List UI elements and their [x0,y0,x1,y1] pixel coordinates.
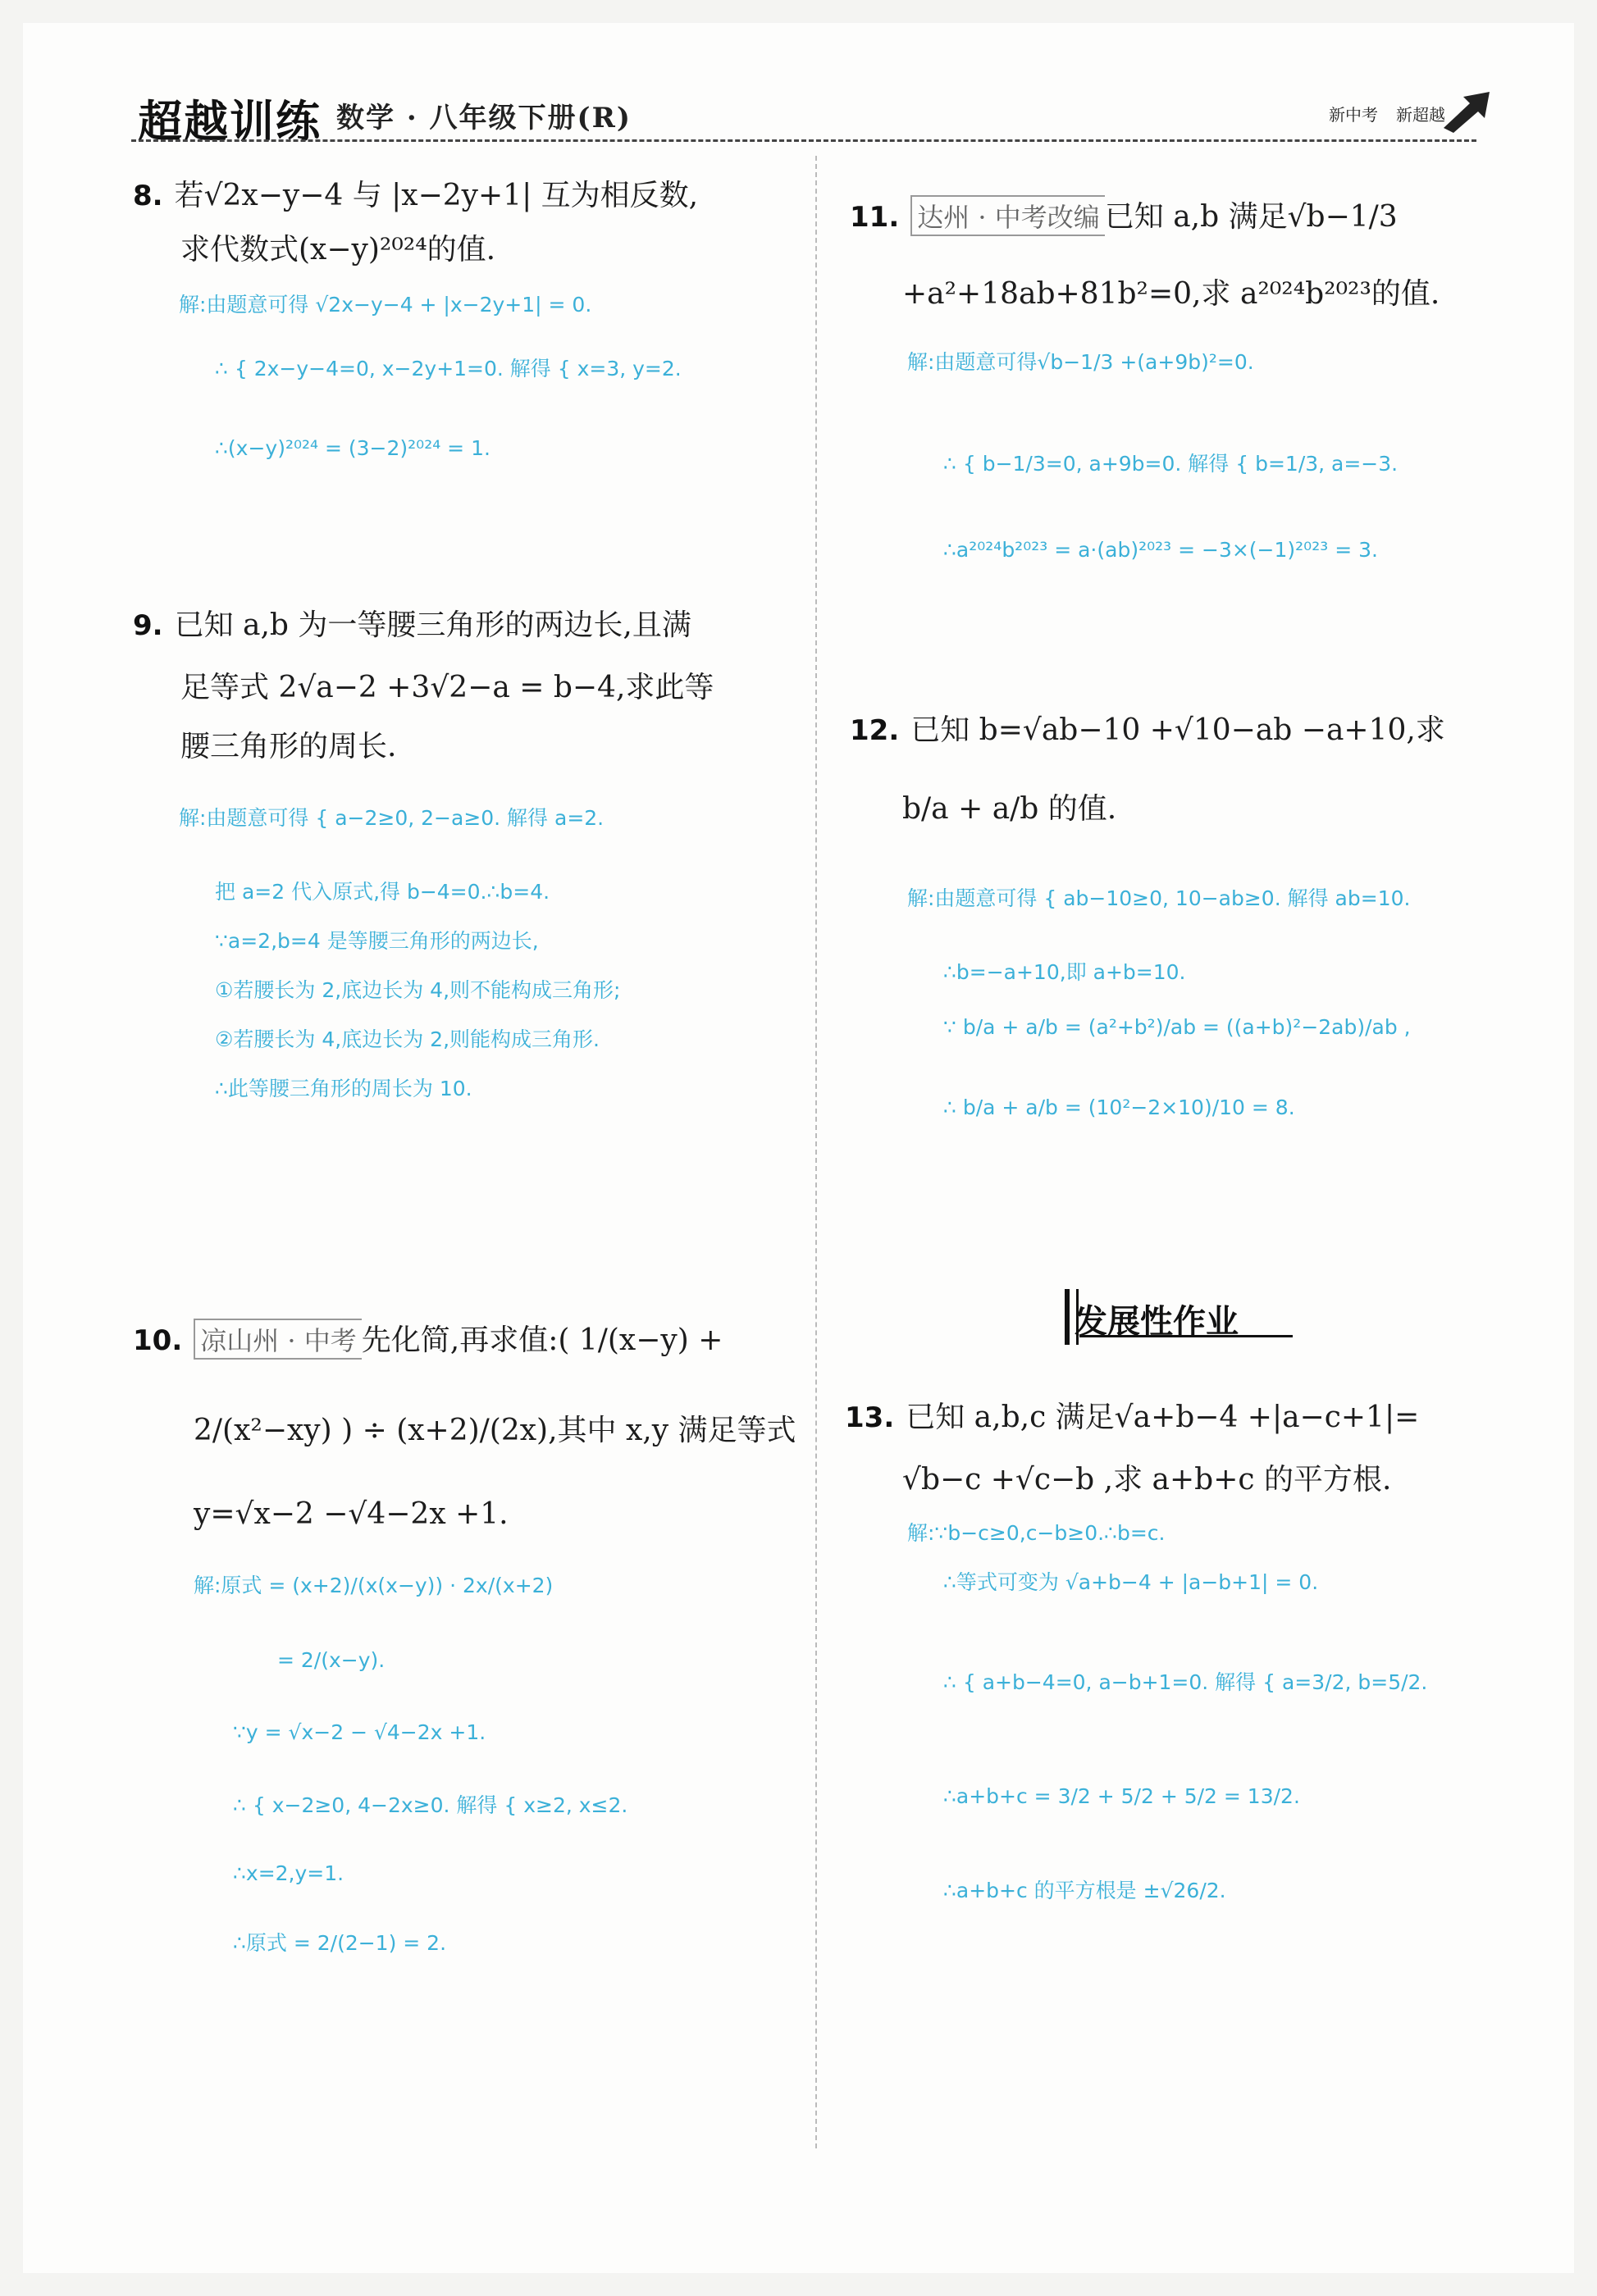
q13-answer-1: 解:∵b−c≥0,c−b≥0.∴b=c. [907,1521,1166,1545]
q11-text1: 已知 a,b 满足√b−1/3 [1104,200,1398,234]
q13-text1: 已知 a,b,c 满足√a+b−4 +|a−c+1|= [906,1401,1420,1434]
q13-line2: √b−c +√c−b ,求 a+b+c 的平方根. [902,1463,1392,1496]
brand-title: 超越训练 [138,96,322,148]
header-rule [131,139,1476,142]
q10-answer-1: 解:原式 = (x+2)/(x(x−y)) · 2x/(x+2) [194,1574,554,1597]
q11-line2: +a²+18ab+81b²=0,求 a²⁰²⁴b²⁰²³的值. [902,277,1440,311]
q13-answer-3: ∴ { a+b−4=0, a−b+1=0. 解得 { a=3/2, b=5/2. [943,1670,1428,1694]
q9-answer-5: ②若腰长为 4,底边长为 2,则能构成三角形. [215,1027,600,1051]
q9-number: 9. [133,609,163,642]
section-underline [1079,1335,1293,1337]
q10-answer-2: = 2/(x−y). [277,1648,386,1672]
q13-number: 13. [845,1401,895,1434]
q8-line1 [133,172,698,214]
q9-line3: 腰三角形的周长. [180,730,397,763]
q12-number: 12. [850,714,900,747]
q10-text1: 先化简,再求值:( 1/(x−y) + [361,1323,723,1357]
q10-answer-6: ∴原式 = 2/(2−1) = 2. [233,1931,447,1955]
q12-line2: b/a + a/b 的值. [902,792,1117,826]
q12-answer-4: ∴ b/a + a/b = (10²−2×10)/10 = 8. [943,1096,1295,1119]
q12-answer-3: ∵ b/a + a/b = (a²+b²)/ab = ((a+b)²−2ab)/ab , [943,1015,1411,1039]
q12-line1 [850,707,1445,749]
q10-source: 凉山州 · 中考 [194,1319,362,1360]
q9-answer-3: ∵a=2,b=4 是等腰三角形的两边长, [215,929,539,953]
q9-text1: 已知 a,b 为一等腰三角形的两边长,且满 [174,608,691,642]
q9-answer-4: ①若腰长为 2,底边长为 4,则不能构成三角形; [215,978,621,1002]
q10-answer-3: ∵y = √x−2 − √4−2x +1. [233,1720,486,1744]
q8-text1: 若√2x−y−4 与 |x−2y+1| 互为相反数, [174,179,699,212]
arrow-logo-icon [1442,89,1491,134]
q10-answer-5: ∴x=2,y=1. [233,1861,344,1885]
q9-line2: 足等式 2√a−2 +3√2−a = b−4,求此等 [180,671,714,704]
q8-answer-1: 解:由题意可得 √2x−y−4 + |x−2y+1| = 0. [179,293,592,317]
q10-line1 [133,1317,723,1360]
q9-line1 [133,602,691,644]
q12-answer-2: ∴b=−a+10,即 a+b=10. [943,960,1186,984]
q9-answer-2: 把 a=2 代入原式,得 b−4=0.∴b=4. [215,880,550,904]
q11-answer-3: ∴a²⁰²⁴b²⁰²³ = a·(ab)²⁰²³ = −3×(−1)²⁰²³ = 3. [943,538,1378,562]
tag-new-beyond: 新超越 [1396,105,1445,125]
q11-source: 达州 · 中考改编 [910,195,1105,236]
q8-answer-2: ∴ { 2x−y−4=0, x−2y+1=0. 解得 { x=3, y=2. [215,357,682,380]
q10-answer-4: ∴ { x−2≥0, 4−2x≥0. 解得 { x≥2, x≤2. [233,1793,628,1817]
column-divider [815,156,817,2148]
q12-text1: 已知 b=√ab−10 +√10−ab −a+10,求 [910,713,1445,747]
q8-answer-3: ∴(x−y)²⁰²⁴ = (3−2)²⁰²⁴ = 1. [215,436,491,460]
q9-answer-6: ∴此等腰三角形的周长为 10. [215,1077,472,1100]
q8-number: 8. [133,180,163,212]
q13-answer-4: ∴a+b+c = 3/2 + 5/2 + 5/2 = 13/2. [943,1784,1300,1808]
subject-title: 数学 · 八年级下册(R) [336,102,632,134]
q10-line3: y=√x−2 −√4−2x +1. [194,1497,509,1531]
q10-number: 10. [133,1324,183,1357]
q11-line1 [850,194,1398,236]
q9-answer-1: 解:由题意可得 { a−2≥0, 2−a≥0. 解得 a=2. [179,806,605,830]
q8-line2: 求代数式(x−y)²⁰²⁴的值. [180,233,496,266]
section-title: 发展性作业 [1075,1303,1239,1341]
q12-answer-1: 解:由题意可得 { ab−10≥0, 10−ab≥0. 解得 ab=10. [907,886,1411,910]
q13-answer-2: ∴等式可变为 √a+b−4 + |a−b+1| = 0. [943,1570,1319,1594]
q11-answer-1: 解:由题意可得√b−1/3 +(a+9b)²=0. [907,350,1254,374]
q11-answer-2: ∴ { b−1/3=0, a+9b=0. 解得 { b=1/3, a=−3. [943,452,1399,476]
tag-new-exam: 新中考 [1329,105,1378,125]
q13-answer-5: ∴a+b+c 的平方根是 ±√26/2. [943,1879,1226,1902]
q11-number: 11. [850,201,900,234]
q13-line1 [845,1394,1419,1436]
q10-line2: 2/(x²−xy) ) ÷ (x+2)/(2x),其中 x,y 满足等式 [194,1414,796,1447]
